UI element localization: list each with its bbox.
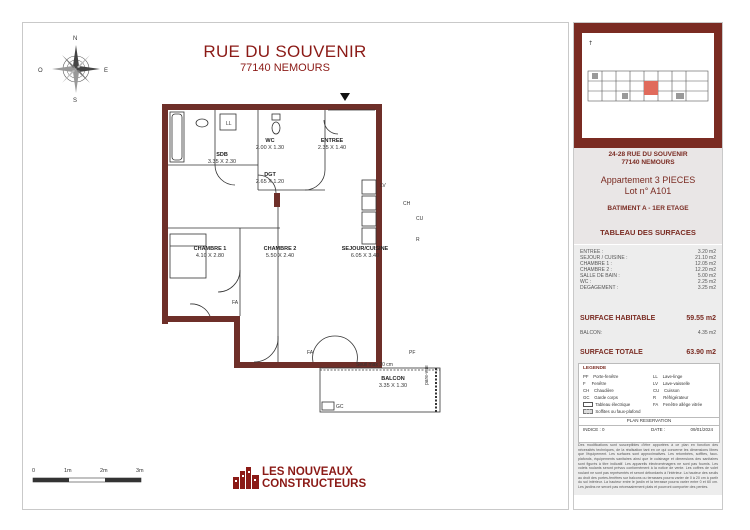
- room-sejour-cuisine: SEJOUR/CUISINE 6.05 X 3.40: [341, 246, 389, 260]
- scale-label-2: 2m: [100, 468, 108, 474]
- location-header: [574, 23, 722, 148]
- room-dgt: DGT 2.65 X 1.20: [255, 172, 285, 186]
- location-mini-map: [582, 33, 714, 138]
- fixture-ll: LL: [226, 121, 232, 127]
- legend-item: GC Garde corps: [583, 395, 618, 400]
- plan-title: PLAN RESERVATION: [626, 418, 672, 423]
- fixture-lv: LV: [380, 183, 386, 189]
- surfaces-table-title: TABLEAU DES SURFACES: [600, 228, 696, 237]
- lot-number: Lot n° A101: [624, 186, 672, 196]
- legend-item: Soffites ou faux-plafond: [583, 409, 640, 414]
- soffite-icon: [583, 409, 593, 414]
- surface-row: DEGAGEMENT : 3.25 m2: [580, 285, 716, 291]
- legend-item: FA Fenêtre allège vitrée: [653, 402, 703, 407]
- room-balcon: BALCON 3.35 X 1.30: [378, 376, 408, 390]
- scale-label-0: 0: [32, 468, 36, 474]
- pare-vue-label: pare-vue: [424, 365, 430, 385]
- room-chambre-1: CHAMBRE 1 4.10 X 2.80: [193, 246, 227, 260]
- surface-row: SALLE DE BAIN : 5.00 m2: [580, 273, 716, 279]
- fixture-cu: CU: [416, 216, 424, 222]
- legend-item: R Réfrigérateur: [653, 395, 689, 400]
- room-sdb: SDB 3.35 X 2.30: [207, 152, 237, 166]
- compass-n: N: [73, 36, 78, 42]
- legend-item: CH Chaudière: [583, 388, 614, 393]
- surface-habitable: SURFACE HABITABLE 59.55 m2: [580, 315, 716, 322]
- disclaimer-text: Des modifications sont susceptibles d'être apportées à ce plan en fonction des nécessités techniques, de la réalisation tant en ce qui concerne les dimensions libres que l'équipement. Les surfaces sont approximatives. Les retombées, soffites, faux-plafonds, équipements sanitaires ainsi que le cuisinage et dimensions des sanitaires sont figurés à titre indicatif. Les appareils électroménagers ne sont pas fournis. Les volets roulants seront prévus conformément à la notice de vente. Les coffres de volet roulant ne sont pas représentés et seront débordants à l'intérieur. La hauteur des seuils au droit des portes-fenêtres sur balcons ou terrasses pourra varier de 0 à 20 cm à partir du sol intérieur. La hauteur entre le jardin et la terrasse pourra varier entre 0 et 60 cm. Les jardins ne seront pas nécessairement plats et pourront comporter des pentes.: [578, 443, 718, 490]
- surface-row: SEJOUR / CUISINE : 21.10 m2: [580, 255, 716, 261]
- legend-item: LV Lave-vaisselle: [653, 381, 690, 386]
- room-chambre-2: CHAMBRE 2 5.50 X 2.40: [263, 246, 297, 260]
- brand-line-2: CONSTRUCTEURS: [262, 478, 367, 490]
- surfaces-table: [574, 245, 722, 495]
- scale-label-1: 1m: [64, 468, 72, 474]
- plan-indice: INDICE : 0: [583, 427, 605, 432]
- legend-item: CU Cuisson: [653, 388, 680, 393]
- scale-bar: [32, 476, 144, 484]
- fixture-gc: GC: [336, 404, 344, 410]
- legend-item: Tableau électrique: [583, 402, 630, 407]
- address-line-1: 24-28 RUE DU SOUVENIR: [608, 151, 688, 158]
- plan-date-label: DATE :: [651, 427, 666, 432]
- fixture-fa-1: FA: [232, 300, 239, 306]
- surface-balcon: BALCON: 4.35 m2: [580, 330, 716, 336]
- address-line-2: 77140 NEMOURS: [621, 159, 675, 166]
- compass-e: E: [104, 68, 109, 74]
- fixture-fa-2: FA: [307, 350, 314, 356]
- surface-row: ENTREE : 3.20 m2: [580, 249, 716, 255]
- legend-box: [578, 363, 720, 443]
- svg-text:↑: ↑: [588, 40, 594, 47]
- legend-item: LL Lave-linge: [653, 374, 683, 379]
- scale-label-3: 3m: [136, 468, 144, 474]
- room-wc: WC 2.00 X 1.30: [255, 138, 285, 152]
- compass-o: O: [38, 68, 43, 74]
- legend-title: LEGENDE: [583, 366, 607, 371]
- electrical-panel-icon: [583, 402, 593, 407]
- page-title: RUE DU SOUVENIR: [203, 42, 367, 61]
- apartment-info: [574, 148, 722, 244]
- fixture-r: R: [416, 237, 420, 243]
- compass-s: S: [73, 98, 78, 104]
- building-floor: BATIMENT A - 1ER ETAGE: [607, 205, 689, 212]
- surface-row: CHAMBRE 2 : 12.20 m2: [580, 267, 716, 273]
- fixture-pf: PF: [409, 350, 416, 356]
- apartment-type: Appartement 3 PIECES: [600, 175, 696, 185]
- plan-date: 09/01/2024: [690, 427, 713, 432]
- legend-item: PF Porte-fenêtre: [583, 374, 619, 379]
- page-subtitle: 77140 NEMOURS: [240, 62, 330, 74]
- legend-item: F Fenêtre: [583, 381, 607, 386]
- brand-line-1: LES NOUVEAUX: [262, 466, 353, 478]
- surface-totale: SURFACE TOTALE 63.90 m2: [580, 349, 716, 356]
- surface-row: WC : 2.25 m2: [580, 279, 716, 285]
- room-entree: ENTREE 2.35 X 1.40: [317, 138, 347, 152]
- info-sidebar: [573, 22, 723, 510]
- seuil-note: Seuil max 20 cm: [356, 362, 393, 368]
- brand-logo-icon: [233, 467, 259, 489]
- fixture-ch: CH: [403, 201, 411, 207]
- surface-row: CHAMBRE 1 : 12.05 m2: [580, 261, 716, 267]
